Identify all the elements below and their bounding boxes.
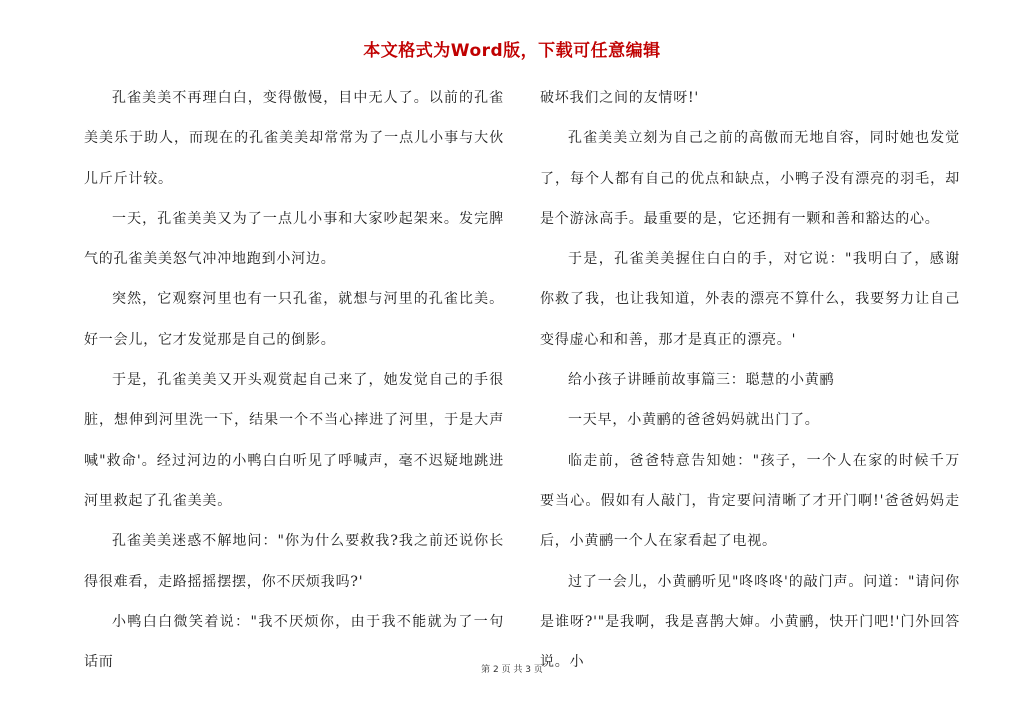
document-banner: 本文格式为Word版，下载可任意编辑 xyxy=(363,41,661,61)
paragraph: 小鸭白白微笑着说："我不厌烦你，由于我不能就为了一句话而 xyxy=(84,613,504,671)
paragraph: 过了一会儿，小黄鹂听见"咚咚咚'的敲门声。问道："请问你是谁呀?'"是我啊，我是喜鹊大婶。小黄鹂，快开门吧!'门外回答说。小 xyxy=(540,573,960,671)
paragraph: 于是，孔雀美美握住白白的手，对它说："我明白了，感谢你救了我，也让我知道，外表的漂亮不算什么，我要努力让自己变得虚心和和善，那才是真正的漂亮。' xyxy=(540,251,960,348)
page-number: 第 2 页 共 3 页 xyxy=(481,665,543,675)
paragraph: 突然，它观察河里也有一只孔雀，就想与河里的孔雀比美。好一会儿，它才发觉那是自己的倒影。 xyxy=(84,291,504,348)
paragraph: 一天早，小黄鹂的爸爸妈妈就出门了。 xyxy=(568,412,820,429)
section-heading: 给小孩子讲睡前故事篇三：聪慧的小黄鹂 xyxy=(568,372,835,389)
paragraph: 一天，孔雀美美又为了一点儿小事和大家吵起架来。发完脾气的孔雀美美怒气冲冲地跑到小河边。 xyxy=(84,210,504,268)
paragraph: 孔雀美美不再理白白，变得傲慢，目中无人了。以前的孔雀美美乐于助人，而现在的孔雀美美却常常为了一点儿小事与大伙儿斤斤计较。 xyxy=(84,90,504,187)
right-column xyxy=(540,78,960,682)
paragraph: 于是，孔雀美美又开头观赏起自己来了，她发觉自己的手很脏，想伸到河里洗一下，结果一个不当心摔进了河里，于是大声喊"救命'。经过河边的小鸭白白听见了呼喊声，毫不迟疑地跳进河里救起了孔雀美美。 xyxy=(84,372,504,509)
left-column xyxy=(84,78,504,682)
paragraph-continuation: 破坏我们之间的友情呀!' xyxy=(540,90,700,106)
paragraph: 孔雀美美迷惑不解地问："你为什么要救我?我之前还说你长得很难看，走路摇摇摆摆，你不厌烦我吗?' xyxy=(84,533,504,590)
paragraph: 临走前，爸爸特意告知她："孩子，一个人在家的时候千万要当心。假如有人敲门，肯定要问清晰了才开门啊!'爸爸妈妈走后，小黄鹂一个人在家看起了电视。 xyxy=(540,452,960,550)
paragraph: 孔雀美美立刻为自己之前的高傲而无地自容，同时她也发觉了，每个人都有自己的优点和缺点，小鸭子没有漂亮的羽毛，却是个游泳高手。最重要的是，它还拥有一颗和善和豁达的心。 xyxy=(540,130,960,227)
